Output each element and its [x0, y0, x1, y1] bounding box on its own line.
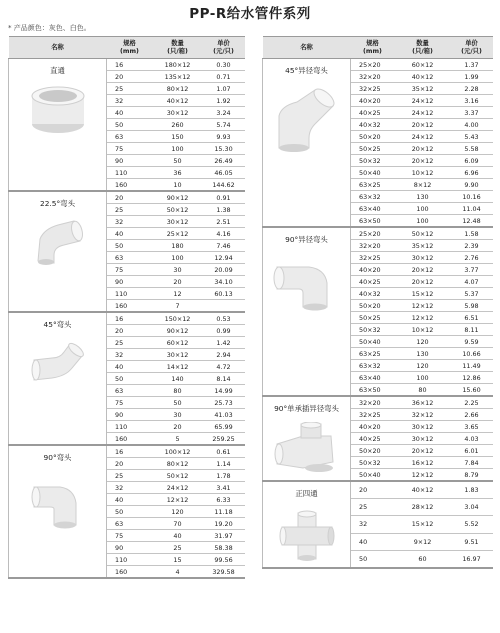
price-cell: 99.56	[203, 554, 245, 566]
product-name: 90°单承插异径弯头	[274, 404, 339, 413]
qty-cell: 100	[153, 143, 203, 155]
qty-cell: 15×12	[395, 516, 451, 533]
spec-cell: 20	[107, 191, 153, 204]
spec-cell: 63×25	[351, 348, 395, 360]
spec-cell: 90	[107, 409, 153, 421]
qty-cell: 30×12	[395, 252, 451, 264]
qty-cell: 150	[153, 131, 203, 143]
price-cell: 8.14	[203, 373, 245, 385]
spec-cell: 75	[107, 143, 153, 155]
table-row	[263, 227, 493, 240]
qty-cell: 30×12	[153, 349, 203, 361]
price-cell: 9.59	[451, 336, 493, 348]
price-cell: 26.49	[203, 155, 245, 167]
qty-cell: 12×12	[395, 312, 451, 324]
qty-cell: 12×12	[395, 469, 451, 482]
spec-cell: 50×40	[351, 336, 395, 348]
qty-cell: 28×12	[395, 499, 451, 516]
price-cell: 12.94	[203, 252, 245, 264]
price-cell: 1.92	[203, 95, 245, 107]
product-name: 45°异径弯头	[285, 66, 328, 75]
qty-cell: 130	[395, 348, 451, 360]
qty-cell: 20×12	[395, 143, 451, 155]
price-cell: 3.04	[451, 499, 493, 516]
price-cell: 1.99	[451, 71, 493, 83]
price-cell: 4.72	[203, 361, 245, 373]
price-cell: 46.05	[203, 167, 245, 179]
header-price: 单价 (元/只)	[203, 37, 245, 59]
spec-cell: 40×25	[351, 276, 395, 288]
qty-cell: 50×12	[153, 204, 203, 216]
spec-cell: 50×25	[351, 143, 395, 155]
price-cell: 2.76	[451, 252, 493, 264]
spec-cell: 40	[107, 228, 153, 240]
price-cell: 0.53	[203, 312, 245, 325]
spec-cell: 25×20	[351, 227, 395, 240]
price-cell: 0.91	[203, 191, 245, 204]
qty-cell: 20×12	[395, 264, 451, 276]
spec-cell: 32×25	[351, 252, 395, 264]
spec-cell: 50×40	[351, 167, 395, 179]
spec-cell: 40	[351, 533, 395, 550]
qty-cell: 20×12	[395, 155, 451, 167]
qty-cell: 20	[153, 276, 203, 288]
qty-cell: 120	[395, 360, 451, 372]
qty-cell: 60×12	[153, 337, 203, 349]
spec-cell: 20	[107, 71, 153, 83]
qty-cell: 25×12	[153, 228, 203, 240]
spec-cell: 40×20	[351, 421, 395, 433]
price-cell: 11.18	[203, 506, 245, 518]
right-price-table	[262, 36, 492, 569]
price-cell: 2.94	[203, 349, 245, 361]
qty-cell: 10×12	[395, 167, 451, 179]
qty-cell: 30	[153, 409, 203, 421]
spec-cell: 20	[107, 325, 153, 337]
price-cell: 2.51	[203, 216, 245, 228]
price-cell: 1.78	[203, 470, 245, 482]
spec-cell: 40×32	[351, 288, 395, 300]
product-color-note: * 产品颜色：灰色、白色。	[8, 24, 91, 32]
qty-cell: 24×12	[153, 482, 203, 494]
qty-cell: 5	[153, 433, 203, 446]
price-cell: 14.99	[203, 385, 245, 397]
spec-cell: 16	[107, 312, 153, 325]
header-qty: 数量 (只/箱)	[395, 37, 451, 59]
price-cell: 259.25	[203, 433, 245, 446]
spec-cell: 50×20	[351, 131, 395, 143]
spec-cell: 32	[107, 349, 153, 361]
qty-cell: 40×12	[153, 95, 203, 107]
qty-cell: 24×12	[395, 95, 451, 107]
price-table	[262, 36, 493, 569]
price-cell: 4.16	[203, 228, 245, 240]
price-cell: 7.84	[451, 457, 493, 469]
spec-cell: 160	[107, 433, 153, 446]
spec-cell: 90	[107, 276, 153, 288]
qty-cell: 90×12	[153, 191, 203, 204]
qty-cell: 120	[153, 506, 203, 518]
qty-cell: 50	[153, 155, 203, 167]
spec-cell: 63	[107, 252, 153, 264]
spec-cell: 25	[351, 499, 395, 516]
qty-cell: 40×12	[395, 481, 451, 499]
qty-cell: 130	[395, 191, 451, 203]
price-cell: 12.48	[451, 215, 493, 228]
spec-cell: 75	[107, 530, 153, 542]
qty-cell: 120	[395, 336, 451, 348]
spec-cell: 32×20	[351, 71, 395, 83]
price-cell: 9.93	[203, 131, 245, 143]
price-cell: 6.09	[451, 155, 493, 167]
qty-cell: 150×12	[153, 312, 203, 325]
product-cell	[263, 59, 351, 228]
qty-cell: 140	[153, 373, 203, 385]
qty-cell: 100	[395, 215, 451, 228]
spec-cell: 63×25	[351, 179, 395, 191]
spec-cell: 63	[107, 385, 153, 397]
spec-cell: 40×20	[351, 264, 395, 276]
spec-cell: 160	[107, 566, 153, 579]
product-cell	[9, 191, 107, 312]
elbow-45-icon	[9, 338, 106, 390]
spec-cell: 75	[107, 397, 153, 409]
qty-cell: 90×12	[153, 325, 203, 337]
spec-cell: 40×32	[351, 119, 395, 131]
price-table	[8, 36, 245, 579]
price-cell: 8.79	[451, 469, 493, 482]
header-name: 名称	[263, 37, 351, 59]
spec-cell: 16	[107, 59, 153, 71]
table-row	[9, 312, 245, 325]
left-price-table	[8, 36, 244, 579]
reducing-elbow-90-icon	[263, 253, 350, 315]
price-cell: 65.99	[203, 421, 245, 433]
price-cell: 12.86	[451, 372, 493, 384]
spec-cell: 75	[107, 264, 153, 276]
price-cell: 6.96	[451, 167, 493, 179]
price-cell: 19.20	[203, 518, 245, 530]
qty-cell: 36	[153, 167, 203, 179]
price-cell: 1.07	[203, 83, 245, 95]
price-cell: 5.98	[451, 300, 493, 312]
price-cell: 6.33	[203, 494, 245, 506]
spec-cell: 50×32	[351, 324, 395, 336]
spec-cell: 32×20	[351, 396, 395, 409]
spec-cell: 63×50	[351, 215, 395, 228]
spec-cell: 50×32	[351, 457, 395, 469]
qty-cell: 10	[153, 179, 203, 192]
qty-cell: 135×12	[153, 71, 203, 83]
qty-cell: 70	[153, 518, 203, 530]
spec-cell: 40×25	[351, 107, 395, 119]
straight-coupling-icon	[9, 84, 106, 138]
qty-cell: 50×12	[395, 227, 451, 240]
spec-cell: 63	[107, 131, 153, 143]
header-spec: 规格 (mm)	[351, 37, 395, 59]
price-cell: 7.46	[203, 240, 245, 252]
qty-cell: 20×12	[395, 119, 451, 131]
price-cell: 31.97	[203, 530, 245, 542]
price-cell: 3.77	[451, 264, 493, 276]
qty-cell: 40	[153, 530, 203, 542]
qty-cell: 35×12	[395, 83, 451, 95]
qty-cell: 4	[153, 566, 203, 579]
price-cell: 15.30	[203, 143, 245, 155]
header-name: 名称	[9, 37, 107, 59]
product-name: 直通	[50, 66, 65, 75]
table-row	[263, 481, 493, 499]
price-cell: 11.49	[451, 360, 493, 372]
qty-cell: 30×12	[153, 216, 203, 228]
spec-cell: 63	[107, 518, 153, 530]
price-cell: 1.14	[203, 458, 245, 470]
spec-cell: 25	[107, 337, 153, 349]
spec-cell: 25	[107, 470, 153, 482]
product-cell	[263, 481, 351, 568]
price-cell: 329.58	[203, 566, 245, 579]
qty-cell: 80	[153, 385, 203, 397]
elbow-90-icon	[9, 471, 106, 531]
table-row	[263, 59, 493, 71]
product-name: 90°弯头	[43, 453, 72, 462]
spec-cell: 32	[107, 216, 153, 228]
price-cell: 0.30	[203, 59, 245, 71]
price-cell: 1.42	[203, 337, 245, 349]
spec-cell: 63×40	[351, 203, 395, 215]
spec-cell: 25	[107, 83, 153, 95]
spec-cell: 40×25	[351, 433, 395, 445]
qty-cell: 8×12	[395, 179, 451, 191]
price-cell: 5.37	[451, 288, 493, 300]
product-name: 90°异径弯头	[285, 235, 328, 244]
spec-cell: 63×32	[351, 360, 395, 372]
spec-cell: 16	[107, 445, 153, 458]
spec-cell: 50×20	[351, 300, 395, 312]
qty-cell: 9×12	[395, 533, 451, 550]
qty-cell: 180	[153, 240, 203, 252]
product-cell	[9, 59, 107, 192]
qty-cell: 80×12	[153, 458, 203, 470]
qty-cell: 20×12	[395, 276, 451, 288]
spec-cell: 32×20	[351, 240, 395, 252]
qty-cell: 36×12	[395, 396, 451, 409]
qty-cell: 30×12	[395, 433, 451, 445]
spec-cell: 50×32	[351, 155, 395, 167]
table-header-row	[263, 37, 493, 59]
spec-cell: 50×25	[351, 312, 395, 324]
qty-cell: 16×12	[395, 457, 451, 469]
qty-cell: 100×12	[153, 445, 203, 458]
spec-cell: 20	[107, 458, 153, 470]
qty-cell: 30×12	[153, 107, 203, 119]
spec-cell: 90	[107, 155, 153, 167]
product-cell	[9, 445, 107, 578]
spec-cell: 50×20	[351, 445, 395, 457]
price-cell: 3.24	[203, 107, 245, 119]
price-cell: 4.07	[451, 276, 493, 288]
price-cell: 41.03	[203, 409, 245, 421]
qty-cell: 10×12	[395, 324, 451, 336]
qty-cell: 24×12	[395, 131, 451, 143]
spec-cell: 32	[107, 482, 153, 494]
spec-cell: 32×25	[351, 409, 395, 421]
qty-cell: 15	[153, 554, 203, 566]
price-cell: 58.38	[203, 542, 245, 554]
qty-cell: 50×12	[153, 470, 203, 482]
spec-cell: 110	[107, 421, 153, 433]
price-cell: 9.51	[451, 533, 493, 550]
spec-cell: 110	[107, 167, 153, 179]
price-cell: 6.01	[451, 445, 493, 457]
price-cell: 3.41	[203, 482, 245, 494]
price-cell: 3.65	[451, 421, 493, 433]
price-cell: 144.62	[203, 179, 245, 192]
price-cell: 15.60	[451, 384, 493, 397]
spec-cell: 50	[107, 119, 153, 131]
qty-cell: 30	[153, 264, 203, 276]
reducing-elbow-45-icon	[263, 84, 350, 156]
product-cell	[263, 227, 351, 396]
qty-cell: 60×12	[395, 59, 451, 71]
spec-cell: 50	[107, 373, 153, 385]
price-cell: 5.58	[451, 143, 493, 155]
qty-cell: 260	[153, 119, 203, 131]
table-row	[9, 445, 245, 458]
qty-cell: 12×12	[395, 300, 451, 312]
spec-cell: 50	[107, 240, 153, 252]
table-row	[9, 59, 245, 71]
price-cell: 5.74	[203, 119, 245, 131]
price-cell: 60.13	[203, 288, 245, 300]
price-cell: 9.90	[451, 179, 493, 191]
qty-cell: 100	[395, 203, 451, 215]
header-spec: 规格 (mm)	[107, 37, 153, 59]
price-cell: 11.04	[451, 203, 493, 215]
table-row	[9, 191, 245, 204]
price-cell: 0.99	[203, 325, 245, 337]
qty-cell: 100	[395, 372, 451, 384]
spec-cell: 32	[107, 95, 153, 107]
price-cell: 1.38	[203, 204, 245, 216]
qty-cell: 32×12	[395, 409, 451, 421]
qty-cell: 7	[153, 300, 203, 313]
product-name: 45°弯头	[43, 320, 72, 329]
spec-cell: 110	[107, 554, 153, 566]
spec-cell: 50	[107, 506, 153, 518]
price-cell: 0.71	[203, 71, 245, 83]
qty-cell: 60	[395, 550, 451, 568]
price-cell: 16.97	[451, 550, 493, 568]
price-cell: 4.03	[451, 433, 493, 445]
qty-cell: 30×12	[395, 421, 451, 433]
product-cell	[263, 396, 351, 481]
product-cell	[9, 312, 107, 445]
product-name: 正四通	[295, 489, 318, 498]
spec-cell: 50	[351, 550, 395, 568]
price-cell: 6.51	[451, 312, 493, 324]
spec-cell: 40	[107, 361, 153, 373]
qty-cell: 20	[153, 421, 203, 433]
qty-cell: 14×12	[153, 361, 203, 373]
price-cell: 34.10	[203, 276, 245, 288]
qty-cell: 40×12	[395, 71, 451, 83]
spec-cell: 32	[351, 516, 395, 533]
price-cell: 1.58	[451, 227, 493, 240]
qty-cell: 50	[153, 397, 203, 409]
spec-cell: 25	[107, 204, 153, 216]
qty-cell: 35×12	[395, 240, 451, 252]
product-name: 22.5°弯头	[40, 199, 75, 208]
header-qty: 数量 (只/箱)	[153, 37, 203, 59]
price-cell: 3.37	[451, 107, 493, 119]
spec-cell: 160	[107, 300, 153, 313]
price-cell: 20.09	[203, 264, 245, 276]
price-cell: 3.16	[451, 95, 493, 107]
spec-cell: 50×40	[351, 469, 395, 482]
price-cell: 25.73	[203, 397, 245, 409]
price-cell: 1.37	[451, 59, 493, 71]
table-row	[263, 396, 493, 409]
price-cell: 2.39	[451, 240, 493, 252]
qty-cell: 12	[153, 288, 203, 300]
qty-cell: 20×12	[395, 445, 451, 457]
spec-cell: 160	[107, 179, 153, 192]
spec-cell: 63×32	[351, 191, 395, 203]
price-cell: 5.43	[451, 131, 493, 143]
price-cell: 10.16	[451, 191, 493, 203]
spec-cell: 63×50	[351, 384, 395, 397]
cross-tee-icon	[263, 507, 350, 567]
spec-cell: 40	[107, 494, 153, 506]
spec-cell: 32×25	[351, 83, 395, 95]
price-cell: 2.28	[451, 83, 493, 95]
qty-cell: 24×12	[395, 107, 451, 119]
qty-cell: 15×12	[395, 288, 451, 300]
qty-cell: 180×12	[153, 59, 203, 71]
qty-cell: 12×12	[153, 494, 203, 506]
spec-cell: 63×40	[351, 372, 395, 384]
elbow-22-5-icon	[9, 217, 106, 269]
spec-cell: 90	[107, 542, 153, 554]
page-title: PP-R给水管件系列	[189, 6, 311, 22]
price-cell: 2.66	[451, 409, 493, 421]
price-cell: 8.11	[451, 324, 493, 336]
price-cell: 0.61	[203, 445, 245, 458]
spec-cell: 25×20	[351, 59, 395, 71]
qty-cell: 25	[153, 542, 203, 554]
qty-cell: 80	[395, 384, 451, 397]
spec-cell: 40	[107, 107, 153, 119]
spec-cell: 40×20	[351, 95, 395, 107]
spec-cell: 20	[351, 481, 395, 499]
price-cell	[203, 300, 245, 313]
price-cell: 10.66	[451, 348, 493, 360]
table-header-row	[9, 37, 245, 59]
price-cell: 4.00	[451, 119, 493, 131]
qty-cell: 100	[153, 252, 203, 264]
header-price: 单价 (元/只)	[451, 37, 493, 59]
spec-cell: 110	[107, 288, 153, 300]
qty-cell: 80×12	[153, 83, 203, 95]
single-socket-reducing-elbow-icon	[263, 422, 350, 480]
price-cell: 1.83	[451, 481, 493, 499]
price-cell: 5.52	[451, 516, 493, 533]
price-cell: 2.25	[451, 396, 493, 409]
